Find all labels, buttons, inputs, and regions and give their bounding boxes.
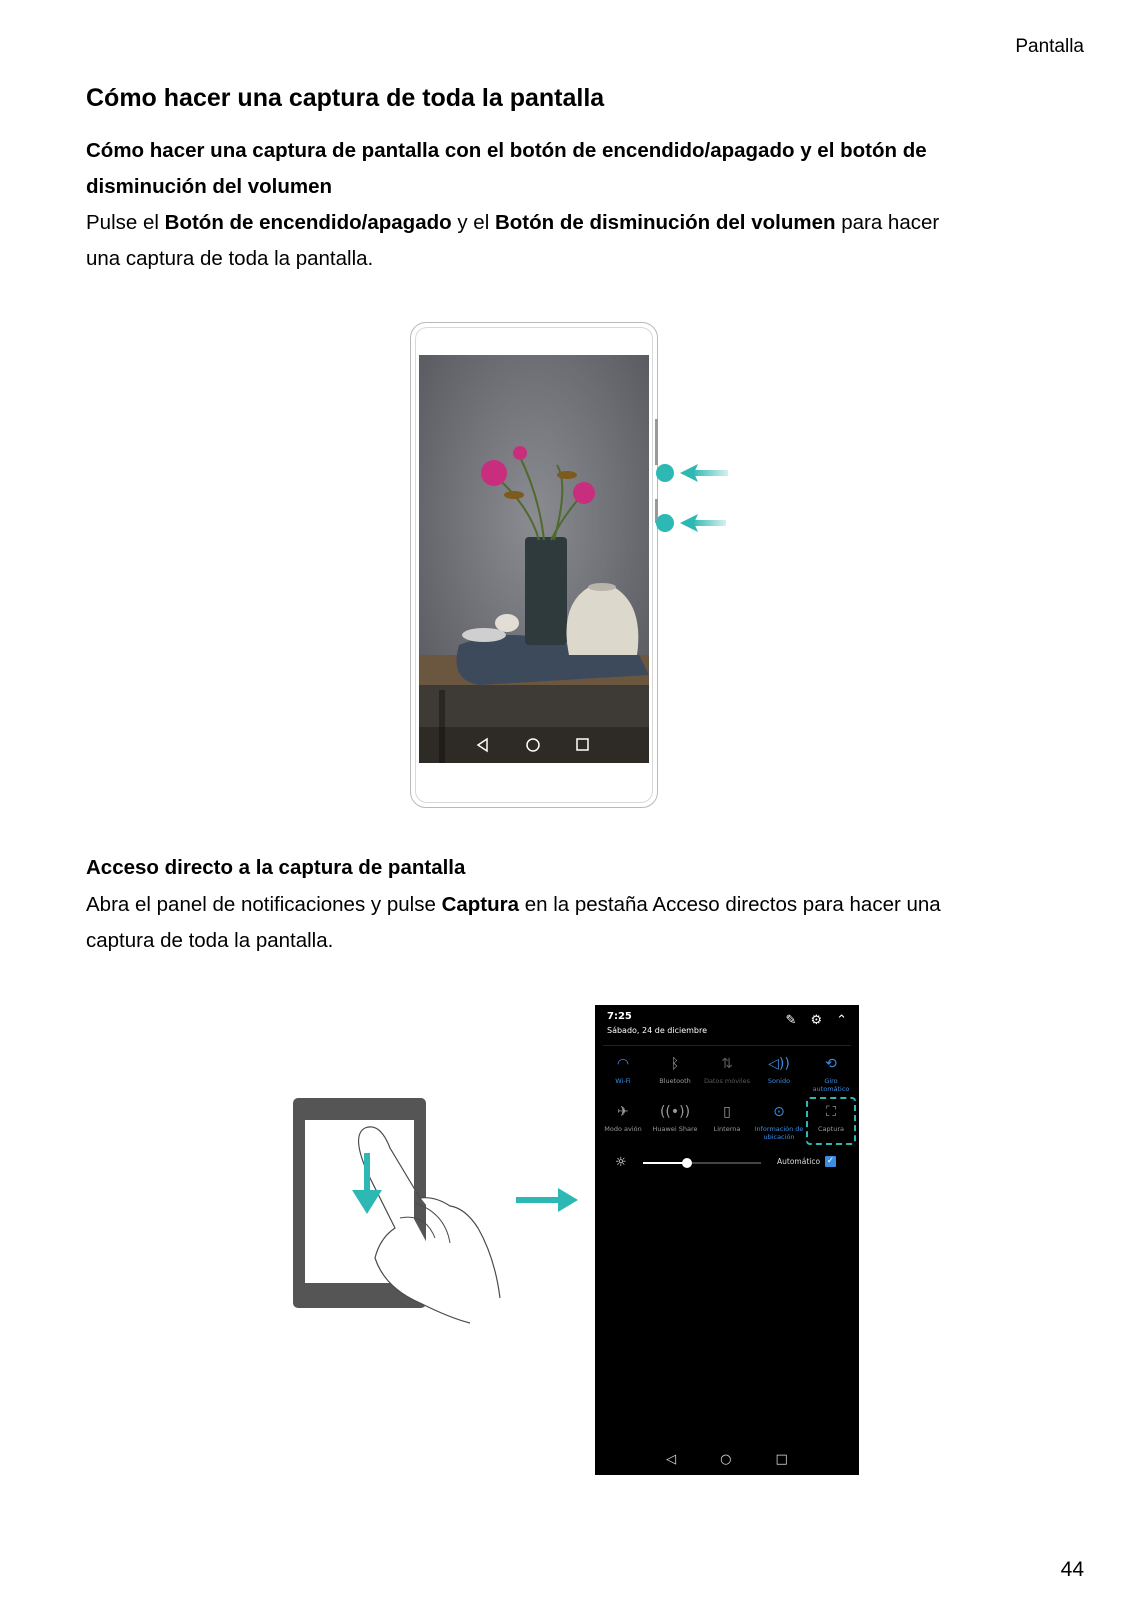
power-press-dot [656, 464, 674, 482]
tile-sound[interactable] [753, 1055, 805, 1085]
edit-icon[interactable]: ✎ [785, 1013, 797, 1028]
section2-line2: captura de toda la pantalla. [86, 929, 334, 952]
back-icon[interactable]: ◁ [666, 1452, 677, 1467]
tile-flashlight[interactable] [701, 1103, 753, 1133]
section1-text-a: Pulse el [86, 211, 165, 234]
press-arrows [650, 455, 730, 535]
volume-arrow-icon [692, 520, 726, 526]
volume-down-term: Botón de disminución del volumen [494, 211, 836, 234]
section1-heading [86, 133, 927, 205]
panel-top-icons [786, 1013, 847, 1028]
brightness-row [605, 1155, 847, 1171]
section2-text-b: en la pestaña Acceso directos para hacer una [519, 893, 941, 916]
phone-illustration [410, 322, 658, 808]
tile-airplane[interactable] [597, 1103, 649, 1133]
tile-label: Wi-Fi [615, 1077, 631, 1085]
captura-highlight [806, 1097, 856, 1145]
status-date: Sábado, 24 de diciembre [607, 1026, 708, 1035]
navigation-bar [595, 1452, 859, 1467]
huawei-share-icon: ((•)) [659, 1104, 691, 1120]
brightness-auto-label: Automático [777, 1157, 821, 1166]
airplane-icon: ✈ [617, 1104, 629, 1120]
panel-divider [603, 1045, 851, 1046]
screenshot-icon: ⛶ [826, 1104, 836, 1120]
section2-heading: Acceso directo a la captura de pantalla [86, 856, 466, 879]
section1-heading-line2: disminución del volumen [86, 175, 333, 198]
tile-label: Datos móviles [703, 1077, 751, 1085]
tile-label: Sonido [767, 1077, 791, 1085]
next-step-arrow-icon [516, 1188, 580, 1212]
section2-text-a: Abra el panel de notificaciones y pulse [86, 893, 442, 916]
brightness-auto-checkbox[interactable]: ✓ [826, 1156, 835, 1166]
recents-icon[interactable]: □ [775, 1452, 788, 1467]
phone-screen [419, 355, 649, 763]
captura-term: Captura [441, 893, 520, 916]
tile-auto-rotate[interactable] [805, 1055, 857, 1093]
section1-paragraph [86, 205, 1066, 277]
location-icon: ⊙ [773, 1104, 785, 1120]
section1-line2: una captura de toda la pantalla. [86, 247, 374, 270]
gear-icon[interactable]: ⚙ [810, 1013, 823, 1028]
still-life-photo [419, 355, 649, 763]
brightness-icon: ☼ [615, 1155, 627, 1170]
power-button-term: Botón de encendido/apagado [164, 211, 452, 234]
tile-label: Modo avión [604, 1125, 642, 1133]
tile-huawei-share[interactable] [649, 1103, 701, 1133]
auto-rotate-icon: ⟲ [825, 1056, 837, 1072]
bluetooth-icon: ᛒ [670, 1056, 680, 1072]
tile-label: Captura [818, 1125, 844, 1133]
power-arrow-icon [692, 470, 728, 476]
flashlight-icon: ▯ [723, 1104, 731, 1120]
section2-paragraph [86, 887, 1066, 959]
home-icon[interactable]: ○ [720, 1452, 732, 1467]
swipe-hand-illustration [340, 1118, 520, 1328]
mobile-data-icon: ⇅ [721, 1056, 733, 1072]
tile-label: Bluetooth [659, 1077, 691, 1085]
page-header: Pantalla [1015, 36, 1084, 57]
chevron-up-icon[interactable]: ⌃ [836, 1013, 847, 1028]
page-title: Cómo hacer una captura de toda la pantalla [86, 84, 605, 112]
notification-panel [595, 1005, 859, 1475]
page-number: 44 [1060, 1558, 1084, 1581]
brightness-fill [643, 1162, 687, 1164]
tile-wifi[interactable] [597, 1055, 649, 1085]
status-time: 7:25 [607, 1011, 632, 1022]
tile-mobile-data[interactable] [701, 1055, 753, 1085]
wifi-icon: ◠ [616, 1056, 630, 1072]
sound-icon: ◁)) [768, 1056, 790, 1072]
section1-text-c: para hacer [835, 211, 940, 234]
brightness-slider-knob[interactable] [682, 1158, 692, 1168]
tile-label: Información de ubicación [754, 1125, 804, 1141]
tile-label: Giro automático [812, 1077, 850, 1093]
tile-label: Huawei Share [652, 1125, 698, 1133]
volume-press-dot [656, 514, 674, 532]
tile-label: Linterna [713, 1125, 741, 1133]
tile-location[interactable] [753, 1103, 805, 1141]
section1-text-b: y el [451, 211, 495, 234]
tile-bluetooth[interactable] [649, 1055, 701, 1085]
section1-heading-line1: Cómo hacer una captura de pantalla con el botón de encendido/apagado y el botón de [86, 139, 927, 162]
